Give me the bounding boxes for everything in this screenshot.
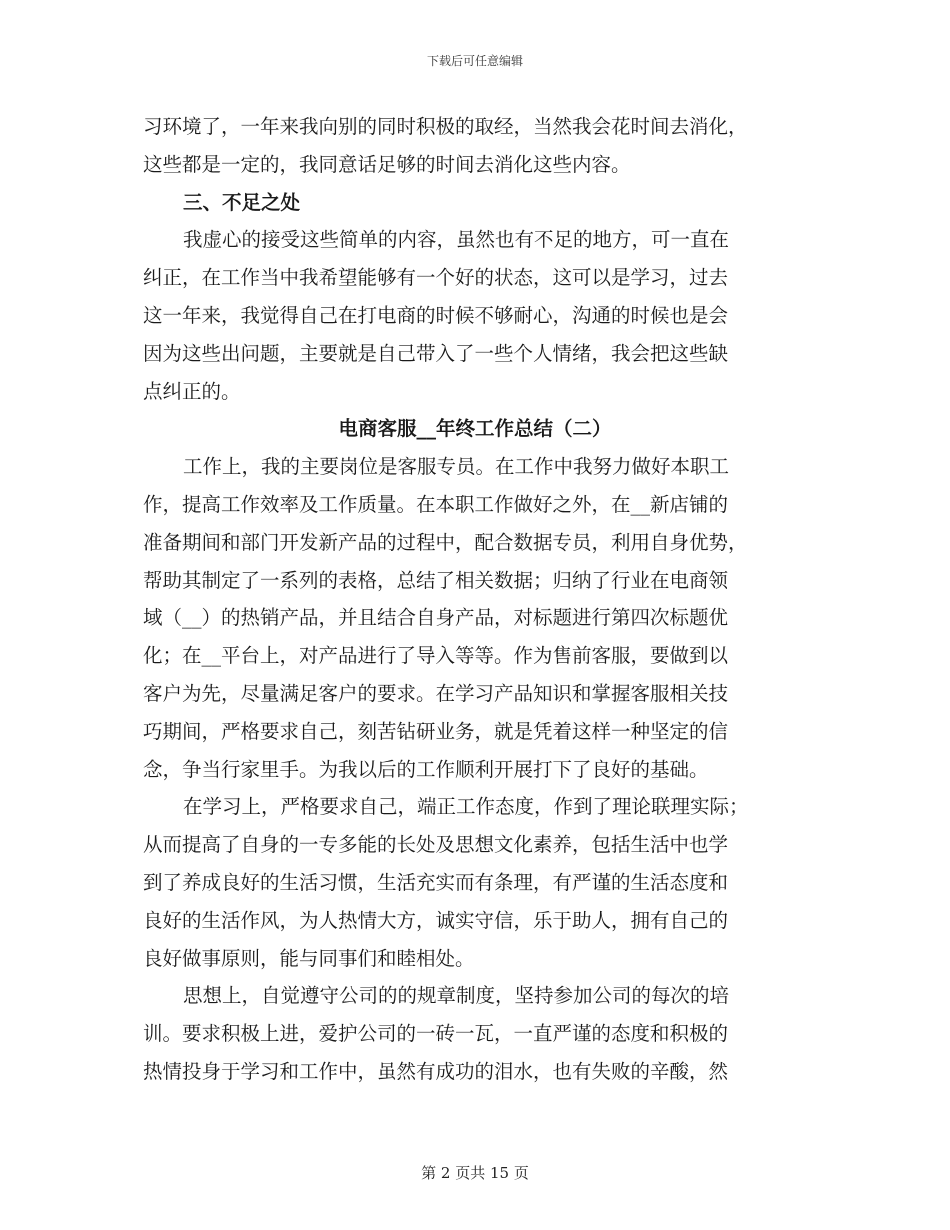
- paragraph-line: 这些都是一定的，我同意话足够的时间去消化这些内容。: [143, 152, 631, 176]
- paragraph-line: 到了养成良好的生活习惯，生活充实而有条理，有严谨的生活态度和: [143, 870, 729, 894]
- paragraph-line: 域（__）的热销产品，并且结合自身产品，对标题进行第四次标题优: [143, 606, 729, 630]
- paragraph-line: 这一年来，我觉得自己在打电商的时候不够耐心，沟通的时候也是会: [143, 303, 729, 327]
- paragraph-line: 准备期间和部门开发新产品的过程中，配合数据专员，利用自身优势，: [143, 530, 748, 554]
- document-title: 电商客服__年终工作总结（二）: [338, 417, 612, 441]
- paragraph-line: 帮助其制定了一系列的表格，总结了相关数据；归纳了行业在电商领: [143, 568, 729, 592]
- paragraph-line: 在学习上，严格要求自己，端正工作态度，作到了理论联理实际；: [183, 795, 749, 819]
- paragraph-line: 客户为先，尽量满足客户的要求。在学习产品知识和掌握客服相关技: [143, 681, 729, 705]
- section-heading: 三、不足之处: [183, 190, 301, 214]
- paragraph-line: 思想上，自觉遵守公司的的规章制度，坚持参加公司的每次的培: [183, 984, 730, 1008]
- paragraph-line: 因为这些出问题，主要就是自己带入了一些个人情绪，我会把这些缺: [143, 341, 729, 365]
- paragraph-line: 纠正，在工作当中我希望能够有一个好的状态，这可以是学习，过去: [143, 266, 729, 290]
- page-footer: 第 2 页共 15 页: [421, 1164, 529, 1182]
- paragraph-line: 点纠正的。: [143, 379, 241, 403]
- paragraph-line: 我虚心的接受这些简单的内容，虽然也有不足的地方，可一直在: [183, 228, 730, 252]
- paragraph-line: 热情投身于学习和工作中，虽然有成功的泪水，也有失败的辛酸，然: [143, 1059, 729, 1083]
- paragraph-line: 念，争当行家里手。为我以后的工作顺利开展打下了良好的基础。: [143, 757, 709, 781]
- paragraph-line: 良好做事原则，能与同事们和睦相处。: [143, 946, 475, 970]
- paragraph-line: 化；在__平台上，对产品进行了导入等等。作为售前客服，要做到以: [143, 644, 729, 668]
- paragraph-line: 作，提高工作效率及工作质量。在本职工作做好之外，在__新店铺的: [143, 492, 729, 516]
- document-body: [143, 108, 807, 1091]
- paragraph-line: 从而提高了自身的一专多能的长处及思想文化素养，包括生活中也学: [143, 833, 729, 857]
- page-header: 下载后可任意编辑: [426, 54, 523, 68]
- paragraph-line: 训。要求积极上进，爱护公司的一砖一瓦，一直严谨的态度和积极的: [143, 1022, 729, 1046]
- paragraph-line: 工作上，我的主要岗位是客服专员。在工作中我努力做好本职工: [183, 455, 730, 479]
- paragraph-line: 习环境了，一年来我向别的同时积极的取经，当然我会花时间去消化，: [143, 115, 748, 138]
- paragraph-line: 良好的生活作风，为人热情大方，诚实守信，乐于助人，拥有自己的: [143, 908, 729, 932]
- paragraph-line: 巧期间，严格要求自己，刻苦钻研业务，就是凭着这样一种坚定的信: [143, 719, 729, 743]
